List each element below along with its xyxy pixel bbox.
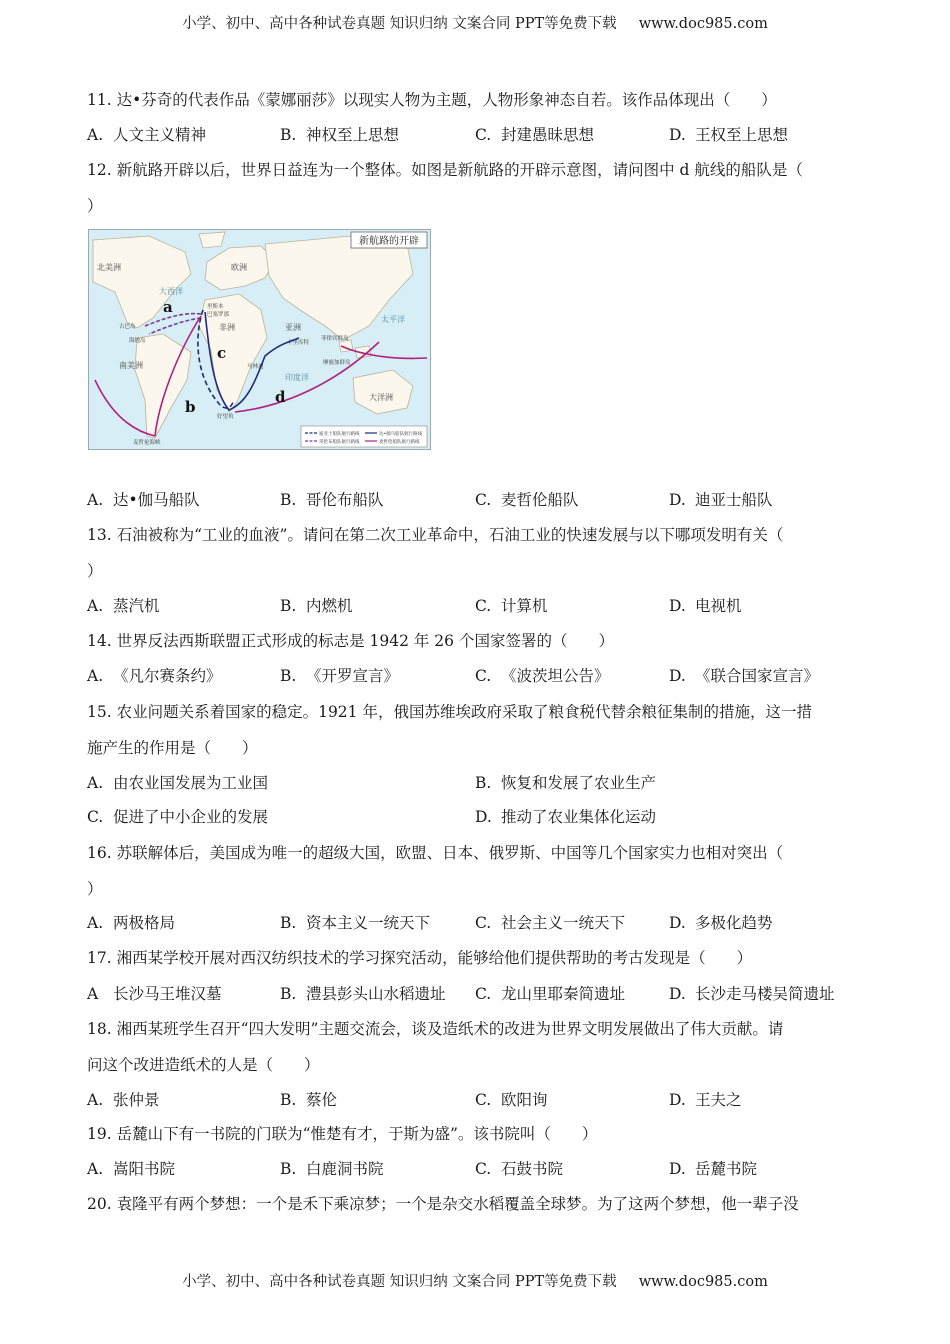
q13-options: [87, 596, 862, 616]
q16-stem: 16. 苏联解体后，美国成为唯一的超级大国，欧盟、日本、俄罗斯、中国等几个国家实力也相对突出（: [87, 844, 784, 862]
label-south-america: 南美洲: [119, 361, 143, 370]
q17-stem: 17. 湘西某学校开展对西汉纺织技术的学习探究活动，能够给他们提供帮助的考古发现是（ ）: [87, 949, 753, 967]
label-lisbon: 里斯本: [207, 304, 224, 310]
header-url[interactable]: www.doc985.com: [638, 16, 768, 32]
label-philippines: 菲律宾群岛: [321, 336, 349, 342]
q17-option-c[interactable]: C. 龙山里耶秦简遗址: [475, 985, 626, 1003]
q16-stem-end: ）: [87, 880, 103, 898]
q14-option-c[interactable]: C. 《波茨坦公告》: [475, 667, 610, 685]
q17-option-d[interactable]: D. 长沙走马楼吴简遗址: [669, 985, 835, 1003]
legend-dias: 迪亚士船队航行路线: [319, 432, 360, 437]
q11-options: [87, 125, 862, 145]
q18-stem: 18. 湘西某班学生召开“四大发明”主题交流会，谈及造纸术的改进为世界文明发展做出了伟大贡献。请: [87, 1020, 784, 1038]
map-title: 新航路的开辟: [359, 236, 419, 247]
q11-stem: 11. 达•芬奇的代表作品《蒙娜丽莎》以现实人物为主题，人物形象神态自若。该作品体现出（ ）: [87, 91, 777, 109]
q13-option-c[interactable]: C. 计算机: [475, 597, 548, 615]
label-malindi: 马林迪: [247, 364, 264, 370]
label-asia: 亚洲: [285, 323, 301, 332]
q20-stem: 20. 袁隆平有两个梦想：一个是禾下乘凉梦；一个是杂交水稻覆盖全球梦。为了这两个梦想，他一辈子没: [87, 1195, 799, 1213]
q15-option-c[interactable]: C. 促进了中小企业的发展: [87, 808, 269, 826]
route-label-b: b: [185, 398, 196, 416]
q12-stem-end: ）: [87, 197, 103, 215]
route-label-a: a: [163, 298, 173, 316]
q12-options: [87, 490, 862, 510]
q11-option-b[interactable]: B. 神权至上思想: [280, 126, 400, 144]
q14-option-a[interactable]: A. 《凡尔赛条约》: [87, 667, 222, 685]
q19-options: [87, 1159, 862, 1179]
q16-option-d[interactable]: D. 多极化趋势: [669, 914, 773, 932]
route-label-d: d: [275, 388, 286, 406]
label-europe: 欧洲: [231, 263, 247, 272]
q15-options-row2: [87, 807, 862, 827]
label-haiti: 海地岛: [129, 338, 146, 344]
q15-stem-end: 施产生的作用是（ ）: [87, 739, 258, 757]
q15-option-d[interactable]: D. 推动了农业集体化运动: [475, 808, 657, 826]
landmasses: [93, 232, 413, 438]
q19-option-c[interactable]: C. 石鼓书院: [475, 1160, 564, 1178]
q16-options: [87, 913, 862, 933]
q17-option-b[interactable]: B. 澧县彭头山水稻遗址: [280, 985, 446, 1003]
label-moluccas: 摩鹿加群岛: [323, 360, 351, 366]
q14-option-b[interactable]: B. 《开罗宣言》: [280, 667, 400, 685]
footer-text: 小学、初中、高中各种试卷真题 知识归纳 文案合同 PPT等免费下载: [182, 1274, 617, 1290]
q19-option-a[interactable]: A. 嵩阳书院: [87, 1160, 176, 1178]
label-magellan-strait: 麦哲伦海峡: [133, 440, 161, 446]
new-routes-map: [88, 229, 431, 450]
q13-option-a[interactable]: A. 蒸汽机: [87, 597, 160, 615]
page-header: [0, 12, 950, 33]
q12-option-a[interactable]: A. 达•伽马船队: [87, 491, 200, 509]
q18-stem-end: 问这个改进造纸术的人是（ ）: [87, 1056, 320, 1074]
q18-options: [87, 1090, 862, 1110]
legend-dagama: 达•伽马船队航行路线: [379, 432, 423, 437]
q13-option-d[interactable]: D. 电视机: [669, 597, 742, 615]
q11-option-c[interactable]: C. 封建愚昧思想: [475, 126, 595, 144]
q17-option-a[interactable]: A 长沙马王堆汉墓: [87, 985, 222, 1003]
q14-option-d[interactable]: D. 《联合国家宣言》: [669, 667, 820, 685]
q16-option-c[interactable]: C. 社会主义一统天下: [475, 914, 626, 932]
q12-option-c[interactable]: C. 麦哲伦船队: [475, 491, 579, 509]
q15-option-b[interactable]: B. 恢复和发展了农业生产: [475, 774, 657, 792]
q18-option-b[interactable]: B. 蔡伦: [280, 1091, 338, 1109]
q16-option-a[interactable]: A. 两极格局: [87, 914, 176, 932]
q12-option-d[interactable]: D. 迪亚士船队: [669, 491, 773, 509]
q13-stem-end: ）: [87, 562, 103, 580]
footer-url[interactable]: www.doc985.com: [638, 1274, 768, 1290]
q15-option-a[interactable]: A. 由农业国发展为工业国: [87, 774, 269, 792]
q13-option-b[interactable]: B. 内燃机: [280, 597, 353, 615]
label-oceania: 大洋洲: [369, 393, 393, 402]
q12-option-b[interactable]: B. 哥伦布船队: [280, 491, 384, 509]
header-text: 小学、初中、高中各种试卷真题 知识归纳 文案合同 PPT等免费下载: [182, 16, 617, 32]
q14-options: [87, 666, 862, 686]
q19-option-d[interactable]: D. 岳麓书院: [669, 1160, 758, 1178]
q12-stem: 12. 新航路开辟以后，世界日益连为一个整体。如图是新航路的开辟示意图，请问图中 d 航线的船队是（: [87, 161, 803, 179]
q17-options: [87, 984, 862, 1004]
q14-stem: 14. 世界反法西斯联盟正式形成的标志是 1942 年 26 个国家签署的（ ）: [87, 632, 614, 650]
label-pacific: 太平洋: [381, 315, 405, 324]
label-north-america: 北美洲: [97, 263, 121, 272]
q18-option-c[interactable]: C. 欧阳询: [475, 1091, 548, 1109]
legend-columbus: 哥伦布船队航行路线: [319, 440, 360, 445]
q18-option-a[interactable]: A. 张仲景: [87, 1091, 160, 1109]
route-label-c: c: [217, 344, 227, 362]
map-legend: [301, 426, 427, 447]
label-indian: 印度洋: [285, 373, 309, 382]
legend-magellan: 麦哲伦船队航行路线: [379, 440, 420, 445]
label-barcelona: 巴塞罗那: [207, 312, 230, 318]
q11-option-a[interactable]: A. 人文主义精神: [87, 126, 207, 144]
q11-option-d[interactable]: D. 王权至上思想: [669, 126, 789, 144]
q15-options-row1: [87, 773, 862, 793]
label-atlantic: 大西洋: [159, 287, 183, 296]
label-cape: 好望角: [217, 414, 234, 420]
q16-option-b[interactable]: B. 资本主义一统天下: [280, 914, 431, 932]
label-calicut: 卡里库特: [287, 340, 310, 346]
q19-option-b[interactable]: B. 白鹿洞书院: [280, 1160, 384, 1178]
q13-stem: 13. 石油被称为“工业的血液”。请问在第二次工业革命中，石油工业的快速发展与以下哪项发明有关（: [87, 526, 784, 544]
q15-stem: 15. 农业问题关系着国家的稳定。1921 年，俄国苏维埃政府采取了粮食税代替余粮征集制的措施，这一措: [87, 703, 812, 721]
label-cuba: 古巴岛: [119, 324, 136, 330]
q19-stem: 19. 岳麓山下有一书院的门联为“惟楚有才，于斯为盛”。该书院叫（ ）: [87, 1125, 598, 1143]
label-africa: 非洲: [219, 323, 235, 332]
q18-option-d[interactable]: D. 王夫之: [669, 1091, 742, 1109]
page-footer: [0, 1270, 950, 1291]
